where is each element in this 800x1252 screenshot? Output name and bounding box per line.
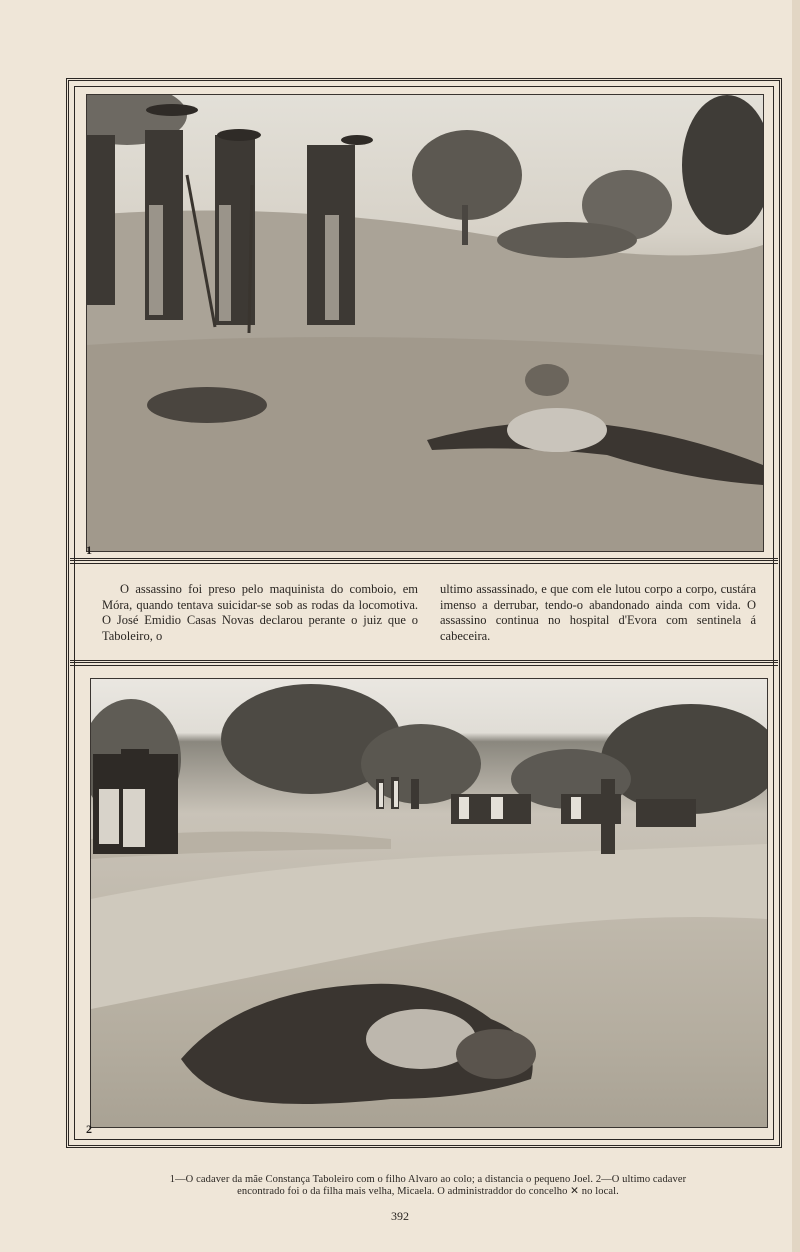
separator-rule-1 [70, 558, 778, 564]
page-number: 392 [391, 1209, 409, 1223]
photo-1 [86, 94, 764, 552]
photo-2-number: 2 [86, 1122, 92, 1136]
article-column-1: O assassino foi preso pelo maquinista do comboio, em Móra, quando tentava suicidar-se sob as rodas da locomotiva. O José Emidio Casas Novas declarou perante o juiz que o Taboleiro, o [102, 582, 418, 643]
photo-2 [90, 678, 768, 1128]
page-edge [792, 0, 800, 1252]
photo-1-number: 1 [86, 543, 92, 557]
article-column-2: ultimo assassinado, e que com ele lutou corpo a corpo, custára imenso a derrubar, tendo-o abandonado ainda com vida. O assassino continua no hospital d'Evora com sentinela á cabeceira. [440, 582, 756, 643]
separator-rule-2 [70, 660, 778, 666]
caption-line-1: 1—O cadaver da mãe Constança Taboleiro com o filho Alvaro ao colo; a distancia o pequeno Joel. 2—O ultimo cadaver [169, 1174, 687, 1185]
photo-caption [90, 1174, 766, 1198]
photo-1-illustration [87, 95, 763, 551]
photo-2-illustration [91, 679, 767, 1127]
caption-line-2: encontrado foi o da filha mais velha, Micaela. O administraddor do concelho ✕ no local. [237, 1186, 619, 1197]
